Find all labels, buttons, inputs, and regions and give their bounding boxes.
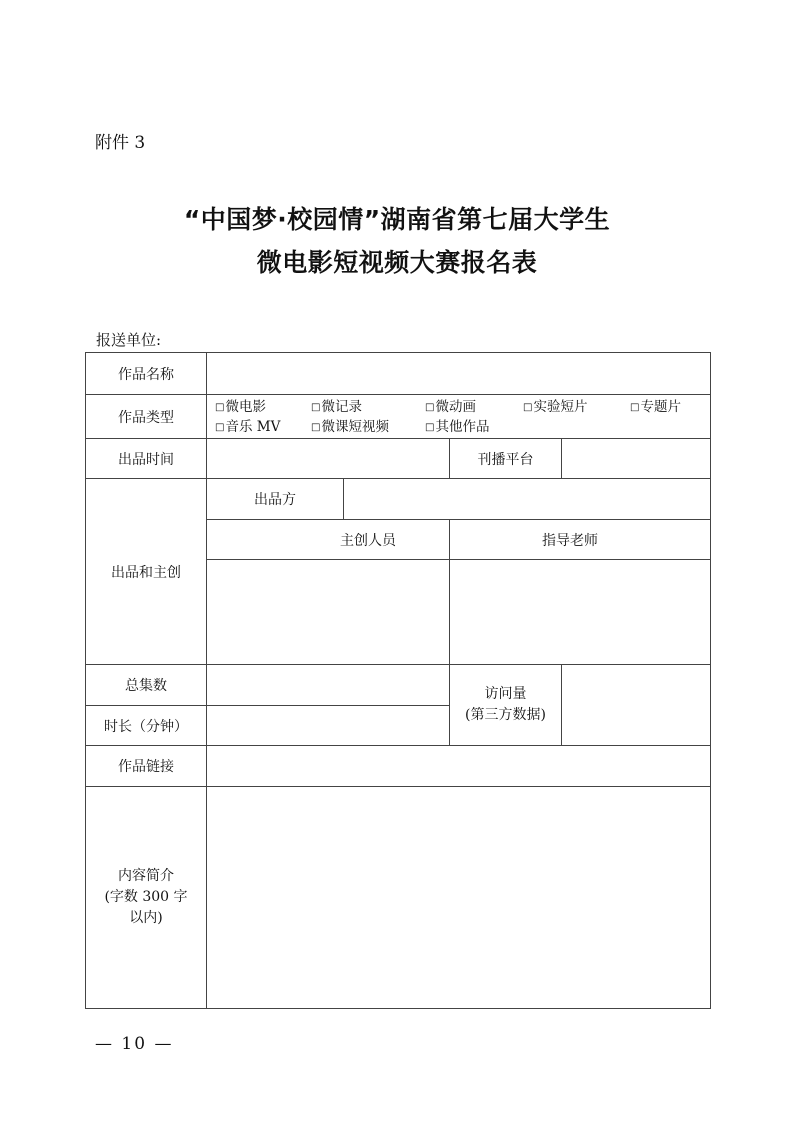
producer-field[interactable] — [344, 479, 711, 520]
form-title-line1: “中国梦·校园情”湖南省第七届大学生 — [183, 205, 611, 234]
checkbox-icon[interactable]: □ — [215, 421, 225, 433]
checkbox-icon[interactable]: □ — [215, 401, 225, 413]
row-intro — [86, 787, 711, 1009]
total-episodes-label: 总集数 — [86, 665, 207, 706]
work-type-row-2 — [215, 418, 710, 438]
attachment-label: 附件 3 — [95, 133, 146, 153]
row-work-link — [86, 746, 711, 787]
duration-field[interactable] — [207, 706, 450, 746]
producer-and-creators-label: 出品和主创 — [86, 479, 207, 665]
work-type-label: 作品类型 — [86, 395, 207, 439]
work-type-options — [207, 395, 711, 439]
registration-form-table — [85, 352, 711, 1009]
total-episodes-field[interactable] — [207, 665, 450, 706]
checkbox-icon[interactable]: □ — [425, 421, 435, 433]
checkbox-icon[interactable]: □ — [523, 401, 533, 413]
release-time-label: 出品时间 — [86, 439, 207, 479]
option-feature[interactable]: □专题片 — [630, 398, 681, 415]
intro-field[interactable] — [207, 787, 711, 1009]
intro-label: 内容简介 (字数 300 字 以内) — [86, 787, 207, 1009]
main-creators-field[interactable] — [207, 560, 450, 665]
checkbox-icon[interactable]: □ — [630, 401, 640, 413]
checkbox-icon[interactable]: □ — [425, 401, 435, 413]
page-number: — 10 — — [95, 1034, 174, 1054]
submitting-unit-label: 报送单位: — [96, 331, 162, 349]
row-work-type — [86, 395, 711, 439]
visits-field[interactable] — [562, 665, 711, 746]
work-link-field[interactable] — [207, 746, 711, 787]
option-other[interactable]: □其他作品 — [425, 418, 490, 435]
advisor-field[interactable] — [450, 560, 711, 665]
row-episodes — [86, 665, 711, 706]
platform-label: 刊播平台 — [450, 439, 562, 479]
work-name-field[interactable] — [207, 353, 711, 395]
form-title-line2: 微电影短视频大赛报名表 — [256, 248, 538, 277]
work-name-label: 作品名称 — [86, 353, 207, 395]
duration-label: 时长（分钟） — [86, 706, 207, 746]
option-micro-animation[interactable]: □微动画 — [425, 398, 476, 415]
row-producer — [86, 479, 711, 520]
checkbox-icon[interactable]: □ — [311, 401, 321, 413]
option-music-mv[interactable]: □音乐 MV — [215, 418, 281, 435]
option-micro-film[interactable]: □微电影 — [215, 398, 266, 415]
work-link-label: 作品链接 — [86, 746, 207, 787]
row-release-time — [86, 439, 711, 479]
checkbox-icon[interactable]: □ — [311, 421, 321, 433]
producer-label: 出品方 — [207, 479, 344, 520]
main-creators-label: 主创人员 — [207, 520, 450, 560]
visits-label: 访问量 (第三方数据) — [450, 665, 562, 746]
row-work-name — [86, 353, 711, 395]
option-micro-documentary[interactable]: □微记录 — [311, 398, 362, 415]
work-type-row-1 — [215, 398, 710, 418]
release-time-field[interactable] — [207, 439, 450, 479]
option-micro-course[interactable]: □微课短视频 — [311, 418, 389, 435]
option-experimental-short[interactable]: □实验短片 — [523, 398, 588, 415]
advisor-label: 指导老师 — [450, 520, 711, 560]
platform-field[interactable] — [562, 439, 711, 479]
